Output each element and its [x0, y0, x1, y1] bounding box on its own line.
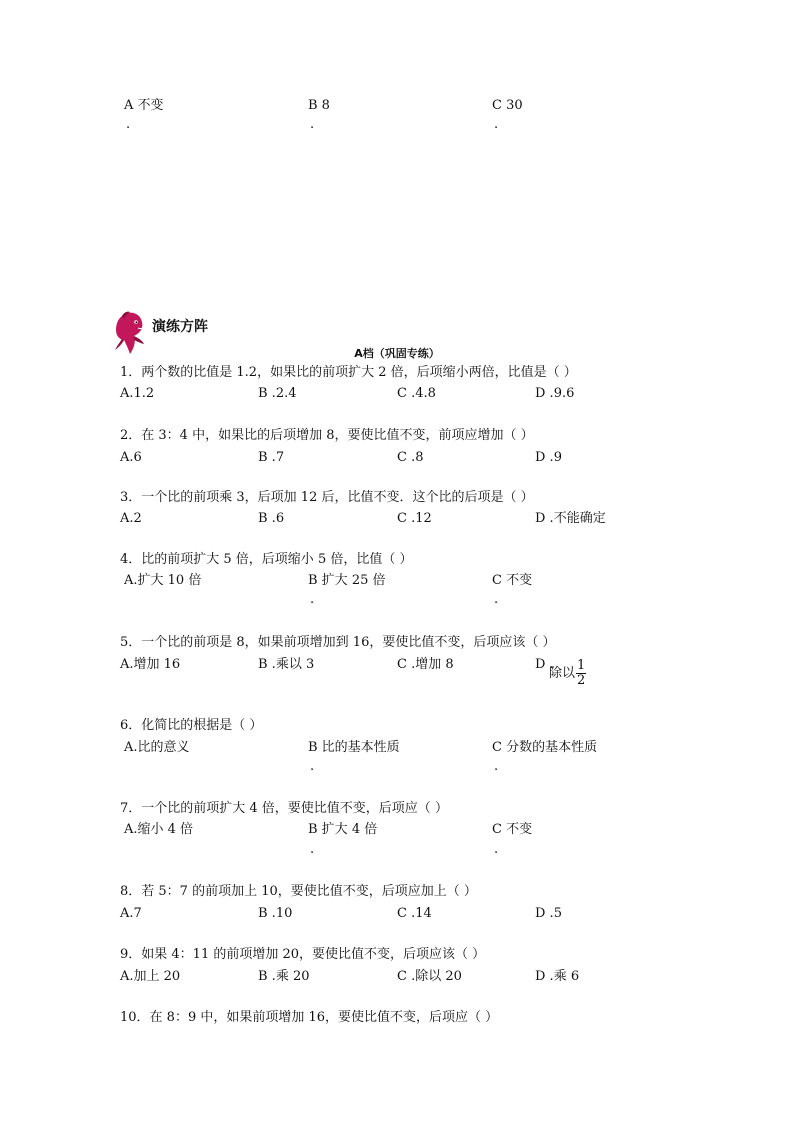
question-6-option-b-dot: . — [310, 759, 315, 774]
question-5-option-d-prefix: D . — [535, 657, 554, 672]
question-9-option-b: B .乘 20 — [258, 969, 310, 984]
question-7-option-c-dot: . — [494, 842, 499, 857]
question-9-stem: 9．如果 4：11 的前项增加 20，要使比值不变，后项应该（ ） — [120, 947, 486, 962]
question-7-option-c: C 不变 — [492, 822, 533, 837]
question-7-option-a: A.缩小 4 倍 — [124, 822, 194, 837]
top-option-c-dot: . — [494, 117, 499, 132]
top-option-a: A 不变 — [124, 98, 164, 113]
question-9-option-a: A.加上 20 — [120, 969, 181, 984]
question-2-option-b: B .7 — [258, 450, 285, 465]
question-8-option-b: B .10 — [258, 906, 293, 921]
question-3-option-d: D .不能确定 — [535, 511, 606, 526]
question-8-option-a: A.7 — [120, 906, 142, 921]
top-option-c: C 30 — [492, 98, 523, 113]
question-7-option-b: B 扩大 4 倍 — [308, 822, 378, 837]
question-4-option-c: C 不变 — [492, 573, 533, 588]
question-8-option-c: C .14 — [397, 906, 432, 921]
question-4-option-b: B 扩大 25 倍 — [308, 573, 386, 588]
question-6-option-a: A.比的意义 — [124, 740, 190, 755]
question-5-option-c: C .增加 8 — [397, 657, 454, 672]
question-4-stem: 4．比的前项扩大 5 倍，后项缩小 5 倍，比值（ ） — [120, 552, 413, 567]
question-1-option-a: A.1.2 — [120, 386, 155, 401]
question-5-option-a: A.增加 16 — [120, 657, 181, 672]
fraction-numerator: 1 — [577, 658, 586, 673]
question-5-option-b: B .乘以 3 — [258, 657, 315, 672]
question-4-option-b-dot: . — [310, 592, 315, 607]
question-2-option-a: A.6 — [120, 450, 142, 465]
section-title: 演练方阵 — [152, 319, 208, 335]
question-7-stem: 7．一个比的前项扩大 4 倍，要使比值不变，后项应（ ） — [120, 801, 448, 816]
question-10-stem: 10．在 8：9 中，如果前项增加 16，要使比值不变，后项应（ ） — [120, 1010, 499, 1025]
question-1-stem: 1．两个数的比值是 1.2，如果比的前项扩大 2 倍，后项缩小两倍，比值是（ ） — [120, 365, 577, 380]
question-2-option-c: C .8 — [397, 450, 424, 465]
question-5-stem: 5．一个比的前项是 8，如果前项增加到 16，要使比值不变，后项应该（ ） — [120, 635, 556, 650]
question-6-option-b: B 比的基本性质 — [308, 740, 400, 755]
question-3-option-a: A.2 — [120, 511, 142, 526]
top-option-a-dot: . — [126, 117, 131, 132]
top-option-b-dot: . — [310, 117, 315, 132]
question-4-option-a: A.扩大 10 倍 — [124, 573, 202, 588]
question-1-option-c: C .4.8 — [397, 386, 436, 401]
question-8-option-d: D .5 — [535, 906, 562, 921]
question-7-option-b-dot: . — [310, 842, 315, 857]
top-option-b: B 8 — [308, 98, 330, 113]
question-3-stem: 3．一个比的前项乘 3，后项加 12 后，比值不变．这个比的后项是（ ） — [120, 490, 534, 505]
question-5-option-d-text: 除以 — [549, 666, 576, 681]
question-5-option-d — [549, 659, 586, 689]
question-2-stem: 2．在 3：4 中，如果比的后项增加 8，要使比值不变，前项应增加（ ） — [120, 428, 534, 443]
question-1-option-b: B .2.4 — [258, 386, 297, 401]
question-3-option-b: B .6 — [258, 511, 285, 526]
question-8-stem: 8．若 5：7 的前项加上 10，要使比值不变，后项应加上（ ） — [120, 884, 477, 899]
question-4-option-c-dot: . — [494, 592, 499, 607]
question-6-option-c-dot: . — [494, 759, 499, 774]
level-title: A档（巩固专练） — [354, 347, 440, 360]
question-9-option-c: C .除以 20 — [397, 969, 462, 984]
question-2-option-d: D .9 — [535, 450, 562, 465]
question-6-stem: 6．化简比的根据是（ ） — [120, 718, 263, 733]
question-1-option-d: D .9.6 — [535, 386, 575, 401]
question-6-option-c: C 分数的基本性质 — [492, 740, 598, 755]
question-9-option-d: D .乘 6 — [535, 969, 580, 984]
fraction — [576, 659, 586, 688]
fraction-denominator: 2 — [577, 673, 586, 688]
question-3-option-c: C .12 — [397, 511, 432, 526]
